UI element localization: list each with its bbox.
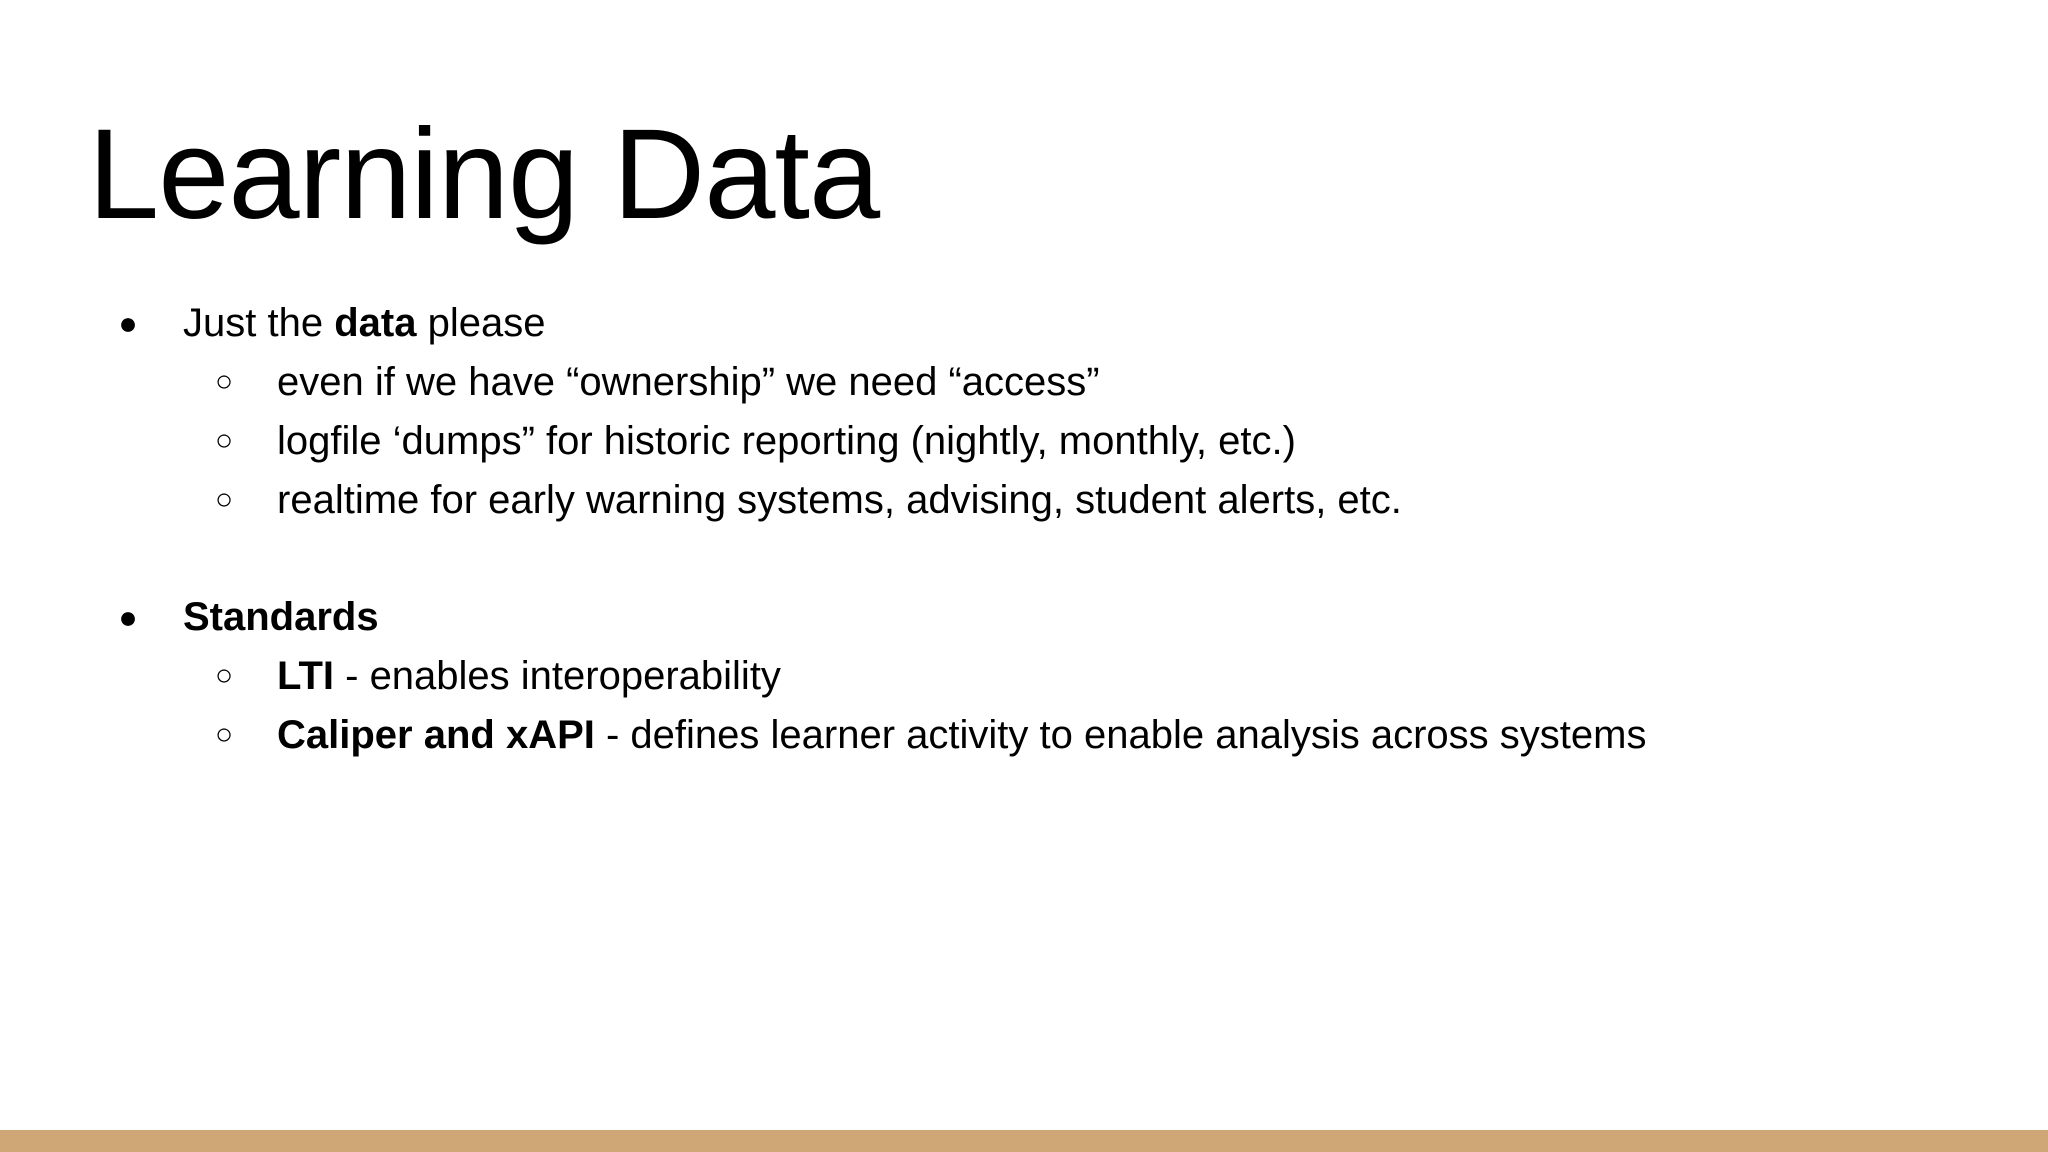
sub-bullet-marker: ○ bbox=[214, 365, 234, 398]
sub-bullet-text: Caliper and xAPI - defines learner activity to enable analysis across systems bbox=[277, 713, 1647, 757]
sub-bullet-text: logfile ‘dumps” for historic reporting (nightly, monthly, etc.) bbox=[277, 419, 1296, 463]
bullet-text: Standards bbox=[183, 595, 379, 639]
bullet-marker: ● bbox=[118, 305, 138, 341]
bullet-marker: ● bbox=[118, 599, 138, 635]
sub-bullet-marker: ○ bbox=[214, 483, 234, 516]
footer-accent-bar bbox=[0, 1130, 2048, 1152]
sub-bullet-marker: ○ bbox=[214, 659, 234, 692]
sub-bullet-marker: ○ bbox=[214, 718, 234, 751]
sub-bullet-text: even if we have “ownership” we need “access” bbox=[277, 360, 1100, 404]
sub-bullet-text: realtime for early warning systems, advising, student alerts, etc. bbox=[277, 478, 1402, 522]
sub-bullet-text: LTI - enables interoperability bbox=[277, 654, 781, 698]
slide-title: Learning Data bbox=[88, 103, 880, 246]
bullet-text: Just the data please bbox=[183, 301, 546, 345]
sub-bullet-marker: ○ bbox=[214, 424, 234, 457]
